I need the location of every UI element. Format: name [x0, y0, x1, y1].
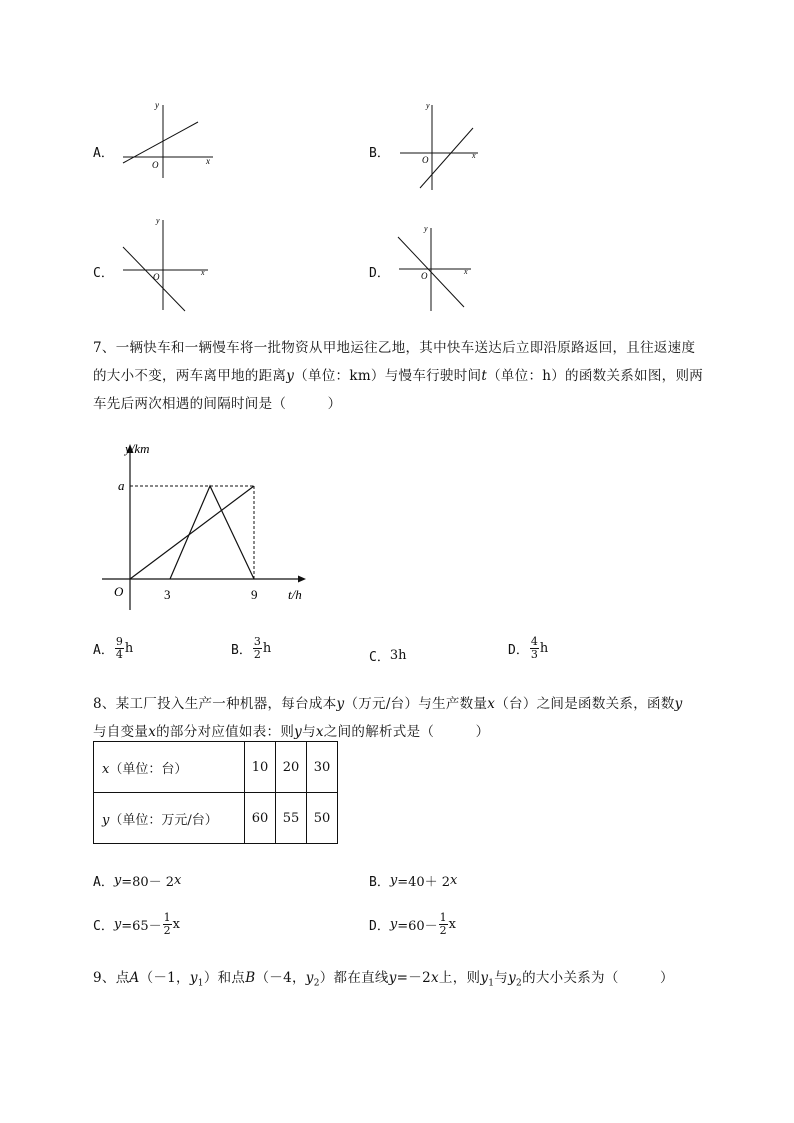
x-axis-label: x [472, 151, 476, 160]
q9-text: 9、点A（－1，$y_1$）和点B（－4，$y_2$）都在直线y=－2x上，则$y_1$与$y_2$的大小关系为（ ） [93, 970, 674, 989]
q7-line-3: 车先后两次相遇的间隔时间是（ ） [93, 396, 342, 412]
t-axis-arrow [298, 576, 306, 583]
q7-option-c[interactable]: C． 3h [369, 648, 407, 665]
fraction: $\frac{9}{4}$ [115, 635, 123, 661]
q6-option-d-label: D． [369, 266, 390, 281]
q8-value-table [93, 741, 338, 844]
q6-option-d-graph [396, 223, 476, 313]
origin-label: O [114, 584, 124, 599]
cell: 20 [276, 742, 307, 793]
q7-option-b[interactable]: B． $\frac{3}{2}$ h [231, 635, 272, 661]
q6-option-c-graph [118, 215, 213, 315]
q7-line-2: 的大小不变，两车离甲地的距离y（单位：km）与慢车行驶时间t（单位：h）的函数关系如图，则两 [93, 368, 704, 384]
tick-3-label: 3 [164, 587, 171, 602]
q6-option-c-label: C． [93, 266, 114, 281]
fraction: $\frac{1}{2}$ [163, 911, 171, 937]
x-axis-label: x [206, 156, 210, 166]
y-axis-label: y/km [125, 441, 150, 456]
cell: 60 [245, 793, 276, 844]
q7-text [93, 334, 733, 418]
q8-text [93, 690, 733, 746]
x-axis-label: x [201, 268, 205, 277]
q6-option-b-graph [398, 100, 483, 195]
q8-line-2: 与自变量x的部分对应值如表：则y与x之间的解析式是（ ） [93, 724, 490, 740]
a-label: a [118, 478, 125, 493]
slow-car-line [130, 486, 254, 579]
cell: 50 [307, 793, 338, 844]
y-axis-label: y [156, 216, 160, 225]
fast-car-line [170, 486, 254, 579]
q8-option-d[interactable]: D． y =60－ $\frac{1}{2}$ x [369, 911, 456, 937]
fraction: $\frac{3}{2}$ [253, 635, 261, 661]
y-axis-label: y [426, 101, 430, 110]
q8-line-1: 8、某工厂投入生产一种机器，每台成本y（万元/台）与生产数量x（台）之间是函数关系，函数y [93, 696, 683, 712]
y-axis-label: y [424, 224, 428, 233]
t-axis-label: t/h [288, 587, 302, 602]
q6-option-a-label: A． [93, 146, 114, 161]
cell: 10 [245, 742, 276, 793]
q7-line-1: 7、一辆快车和一辆慢车将一批物资从甲地运往乙地，其中快车送达后立即沿原路返回，且往返速度 [93, 340, 696, 356]
q7-distance-time-graph [92, 435, 322, 610]
y-axis-label: y [155, 100, 159, 110]
fraction: $\frac{1}{2}$ [439, 911, 447, 937]
origin-label: O [422, 155, 429, 165]
q8-option-c[interactable]: C． y =65－ $\frac{1}{2}$ x [93, 911, 180, 937]
cell: 55 [276, 793, 307, 844]
origin-label: O [152, 160, 159, 170]
q6-option-a-graph [118, 100, 218, 180]
x-axis-label: x [464, 267, 468, 276]
table-row [94, 742, 338, 793]
origin-label: O [153, 272, 160, 282]
row-header-y: y（单位：万元/台） [94, 793, 245, 844]
row-header-x: x（单位：台） [94, 742, 245, 793]
q8-option-a[interactable]: A． y =80－ 2 x [93, 873, 182, 890]
cell: 30 [307, 742, 338, 793]
tick-9-label: 9 [251, 587, 258, 602]
q8-option-b[interactable]: B． y =40＋ 2 x [369, 873, 458, 890]
q6-option-b-label: B． [369, 146, 390, 161]
origin-label: O [421, 271, 428, 281]
fraction: $\frac{4}{3}$ [530, 635, 538, 661]
table-row [94, 793, 338, 844]
q7-option-d[interactable]: D． $\frac{4}{3}$ h [508, 635, 549, 661]
q7-option-a[interactable]: A． $\frac{9}{4}$ h [93, 635, 134, 661]
